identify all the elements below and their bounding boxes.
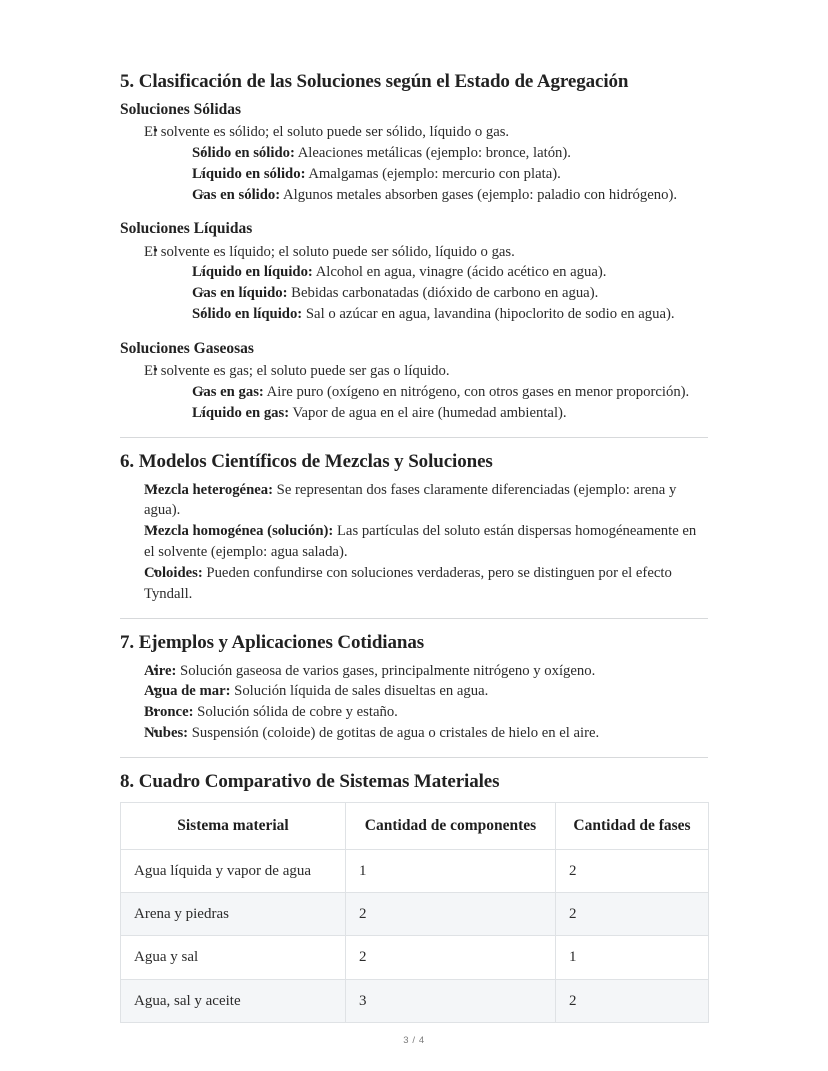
term-description: Se representan dos fases claramente diferenciadas (ejemplo: arena y agua). — [144, 481, 677, 519]
list-item — [120, 242, 708, 326]
list-item-text — [144, 480, 708, 522]
table-row — [121, 936, 709, 979]
list-item — [168, 185, 708, 206]
list-item-text: • El solvente es gas; el soluto puede ser gas o líquido. — [144, 361, 708, 382]
list-item-text: • El solvente es líquido; el soluto puede ser sólido, líquido o gas. — [144, 242, 708, 263]
term-description: Amalgamas (ejemplo: mercurio con plata). — [305, 165, 561, 182]
section-divider — [120, 618, 708, 619]
section-8 — [120, 770, 708, 1023]
section-7 — [120, 631, 708, 744]
list-item — [168, 304, 708, 325]
term-description: Alcohol en agua, vinagre (ácido acético en agua). — [312, 264, 607, 281]
list-item — [168, 403, 708, 424]
list-item — [120, 521, 708, 563]
list-item — [120, 702, 708, 723]
table-body — [121, 849, 709, 1022]
nested-list — [144, 382, 708, 424]
cell-phases: 2 — [556, 849, 709, 892]
list-item-text — [192, 304, 708, 325]
list-item-text — [192, 382, 708, 403]
list-item — [168, 164, 708, 185]
term-label: Aire: — [144, 662, 177, 679]
term-label: Mezcla homogénea (solución): — [144, 523, 334, 540]
cell-components: 1 — [346, 849, 556, 892]
cell-system: Agua líquida y vapor de agua — [121, 849, 346, 892]
nested-list — [144, 143, 708, 206]
term-label: Líquido en sólido: — [192, 165, 306, 182]
list-item — [168, 143, 708, 164]
term-description: Vapor de agua en el aire (humedad ambiental). — [289, 404, 567, 421]
table-row — [121, 979, 709, 1022]
term-label: Gas en líquido: — [192, 285, 288, 302]
cell-components: 2 — [346, 936, 556, 979]
section-5-title: 5. Clasificación de las Soluciones según el Estado de Agregación — [120, 71, 629, 92]
term-label: Líquido en gas: — [192, 404, 290, 421]
term-description: Aire puro (oxígeno en nitrógeno, con otros gases en menor proporción). — [263, 384, 690, 401]
list-item — [120, 122, 708, 206]
table-header — [121, 802, 709, 849]
list-item — [120, 681, 708, 702]
term-label: Agua de mar: — [144, 683, 231, 700]
section-6-title: 6. Modelos Científicos de Mezclas y Soluciones — [120, 450, 493, 472]
cell-system: Agua y sal — [121, 936, 346, 979]
subsection-soluciones-solidas-list — [120, 122, 708, 206]
list-item-text — [192, 164, 708, 185]
list-item-text — [192, 403, 708, 424]
list-item — [120, 563, 708, 605]
spacer — [120, 325, 708, 339]
list-item-text — [192, 262, 708, 283]
list-item — [168, 382, 708, 403]
list-item — [120, 723, 708, 744]
term-label: Gas en gas: — [192, 384, 264, 401]
table-row — [121, 893, 709, 936]
table-row — [121, 849, 709, 892]
term-description: Solución gaseosa de varios gases, principalmente nitrógeno y oxígeno. — [176, 662, 596, 679]
cell-phases: 2 — [556, 979, 709, 1022]
list-item-text — [144, 563, 708, 605]
cell-components: 3 — [346, 979, 556, 1022]
list-item — [120, 661, 708, 682]
term-label: Nubes: — [144, 725, 189, 742]
term-label: Sólido en líquido: — [192, 306, 303, 323]
section-7-list — [120, 661, 708, 745]
subsection-soluciones-liquidas-title: Soluciones Líquidas — [120, 220, 253, 238]
term-description: Aleaciones metálicas (ejemplo: bronce, latón). — [294, 144, 571, 161]
list-item-text — [144, 702, 708, 723]
term-description: Solución líquida de sales disueltas en agua. — [230, 683, 489, 700]
term-label: Sólido en sólido: — [192, 144, 295, 161]
term-label: Mezcla heterogénea: — [144, 481, 273, 498]
list-item — [168, 262, 708, 283]
section-7-title: 7. Ejemplos y Aplicaciones Cotidianas — [120, 631, 425, 653]
subsection-soluciones-gaseosas-list — [120, 361, 708, 424]
page-footer — [0, 1035, 828, 1046]
list-item-text: • El solvente es sólido; el soluto puede ser sólido, líquido o gas. — [144, 122, 708, 143]
term-label: Gas en sólido: — [192, 186, 281, 203]
list-item-text — [192, 283, 708, 304]
comparison-table — [120, 802, 709, 1023]
term-description: Las partículas del soluto están dispersas homogéneamente en el solvente (ejemplo: agua salada). — [144, 523, 697, 561]
term-description: Algunos metales absorben gases (ejemplo: paladio con hidrógeno). — [280, 186, 678, 203]
term-label: Bronce: — [144, 704, 194, 721]
page-number-label: 3 / 4 — [403, 1035, 425, 1046]
section-5 — [120, 70, 708, 424]
list-item-text — [144, 521, 708, 563]
list-item-text — [144, 723, 708, 744]
list-item — [120, 480, 708, 522]
term-description: Bebidas carbonatadas (dióxido de carbono en agua). — [287, 285, 599, 302]
top-margin-spacer — [120, 0, 708, 70]
term-label: Coloides: — [144, 565, 203, 582]
list-item-text — [192, 143, 708, 164]
subsection-soluciones-solidas-title: Soluciones Sólidas — [120, 100, 242, 118]
list-item — [168, 283, 708, 304]
cell-components: 2 — [346, 893, 556, 936]
cell-system: Arena y piedras — [121, 893, 346, 936]
section-6-list — [120, 480, 708, 605]
column-header-cantidad-fases: Cantidad de fases — [556, 802, 709, 849]
spacer — [120, 205, 708, 219]
term-description: Pueden confundirse con soluciones verdaderas, pero se distinguen por el efecto Tyndall. — [144, 565, 672, 602]
cell-phases: 2 — [556, 893, 709, 936]
term-description: Sal o azúcar en agua, lavandina (hipoclorito de sodio en agua). — [302, 306, 675, 323]
section-6 — [120, 450, 708, 605]
document-page — [120, 0, 708, 1071]
table-header-row — [121, 802, 709, 849]
subsection-soluciones-liquidas-list — [120, 242, 708, 326]
subsection-soluciones-gaseosas-title: Soluciones Gaseosas — [120, 340, 254, 358]
list-item-text — [192, 185, 708, 206]
list-item — [120, 361, 708, 424]
term-description: Suspensión (coloide) de gotitas de agua o cristales de hielo en el aire. — [188, 725, 600, 742]
nested-list — [144, 262, 708, 325]
column-header-sistema-material: Sistema material — [121, 802, 346, 849]
cell-system: Agua, sal y aceite — [121, 979, 346, 1022]
list-item-text — [144, 661, 708, 682]
section-divider — [120, 757, 708, 758]
section-8-title: 8. Cuadro Comparativo de Sistemas Materiales — [120, 771, 500, 793]
term-description: Solución sólida de cobre y estaño. — [193, 704, 398, 721]
section-divider — [120, 437, 708, 438]
column-header-cantidad-componentes: Cantidad de componentes — [346, 802, 556, 849]
cell-phases: 1 — [556, 936, 709, 979]
list-item-text — [144, 681, 708, 702]
term-label: Líquido en líquido: — [192, 264, 313, 281]
